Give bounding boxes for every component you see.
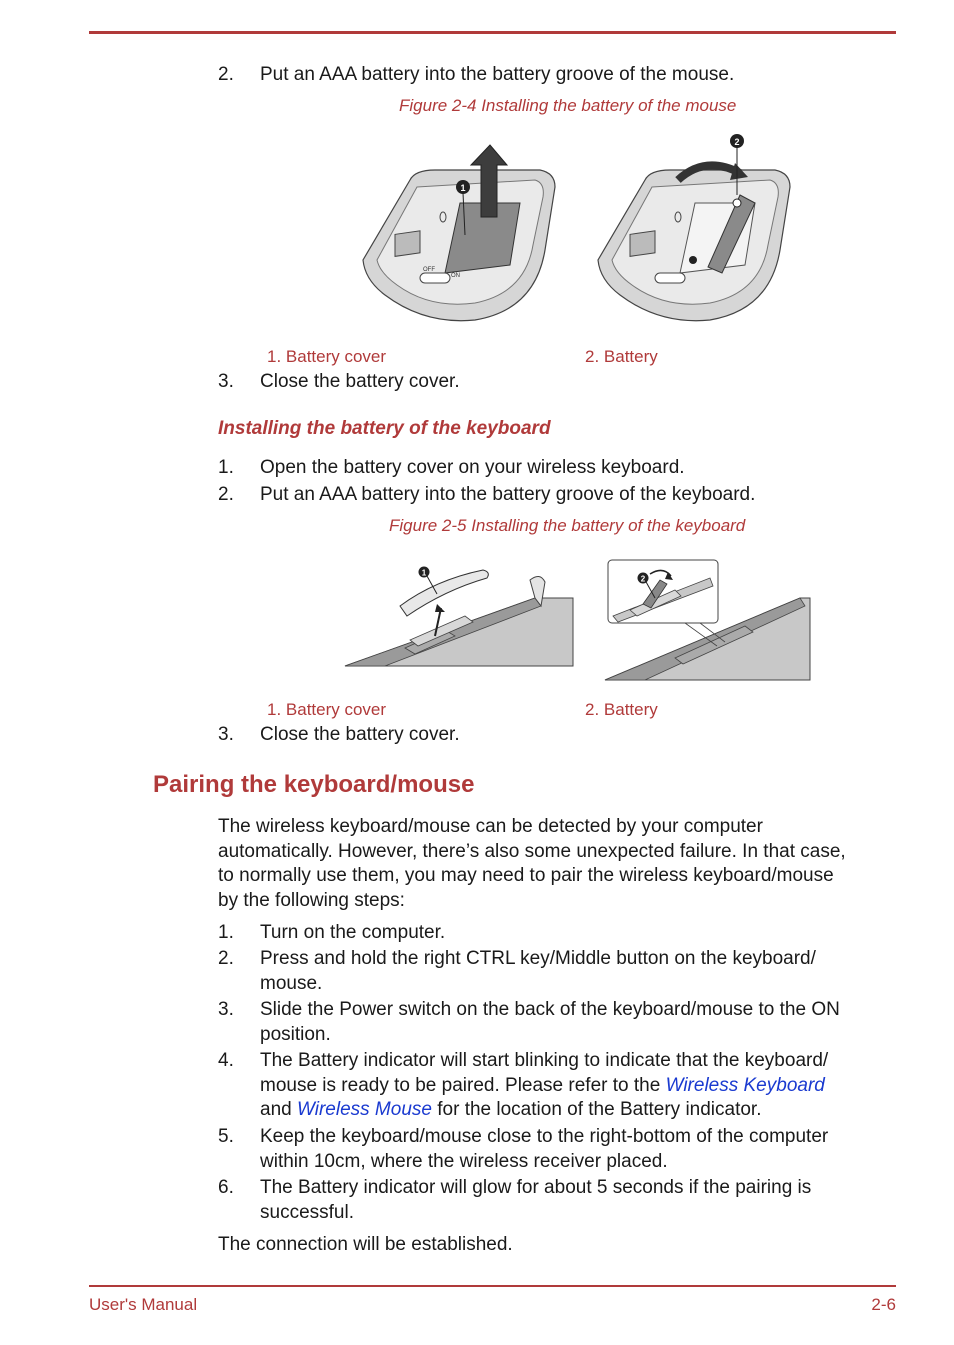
keyboard-battery-illustration xyxy=(345,558,815,683)
switch-off-label: OFF xyxy=(423,267,435,273)
intro-line: by the following steps: xyxy=(218,889,405,911)
step-line: successful. xyxy=(260,1201,354,1223)
step-line xyxy=(260,1098,900,1123)
step-text: Put an AAA battery into the battery groove of the mouse. xyxy=(260,64,735,85)
callout-1: 1 xyxy=(460,183,466,193)
intro-line: The wireless keyboard/mouse can be detected by your computer xyxy=(218,816,763,837)
footer-title: User's Manual xyxy=(89,1295,198,1314)
intro-line: to normally use them, you may need to pair the wireless keyboard/mouse xyxy=(218,865,834,886)
step-text: Put an AAA battery into the battery groove of the keyboard. xyxy=(260,484,756,505)
footer-rule xyxy=(89,1285,896,1287)
step-text xyxy=(260,921,900,946)
step-line xyxy=(260,1074,900,1099)
figure-caption-keyboard: Figure 2-5 Installing the battery of the keyboard xyxy=(389,516,746,535)
step-text xyxy=(260,998,900,1047)
step-text: Close the battery cover. xyxy=(260,724,460,745)
mouse-battery-illustration xyxy=(355,125,805,330)
step-number: 1. xyxy=(218,922,234,943)
callout-2: 2 xyxy=(640,574,646,584)
intro-paragraph xyxy=(218,815,908,913)
step-line: The Battery indicator will start blinking to indicate that the keyboard/ xyxy=(260,1050,829,1071)
switch-on-label: ON xyxy=(451,273,460,279)
step-text-fragment: and xyxy=(260,1099,297,1120)
step-number: 3. xyxy=(218,724,234,745)
figure-legend-item: 1. Battery cover xyxy=(267,347,387,366)
wireless-mouse-link[interactable]: Wireless Mouse xyxy=(296,1099,432,1120)
wireless-keyboard-link[interactable]: Wireless Keyboard xyxy=(665,1074,825,1096)
step-line: Slide the Power switch on the back of the keyboard/mouse to the ON xyxy=(260,999,840,1020)
figure-caption-mouse: Figure 2-4 Installing the battery of the mouse xyxy=(399,96,737,115)
step-text-fragment: mouse is ready to be paired. Please refer to the xyxy=(260,1074,666,1096)
step-number: 2. xyxy=(218,64,234,85)
callout-2: 2 xyxy=(734,137,740,147)
section-heading: Pairing the keyboard/mouse xyxy=(153,771,475,798)
step-text xyxy=(260,1049,900,1123)
keyboard-left-drawing xyxy=(345,567,573,667)
step-text: Close the battery cover. xyxy=(260,371,460,392)
step-number: 5. xyxy=(218,1126,234,1147)
mouse-right-drawing xyxy=(598,134,790,321)
keyboard-right-drawing xyxy=(605,560,810,680)
figure-legend-item: 2. Battery xyxy=(585,700,658,719)
step-text-fragment: for the location of the Battery indicator. xyxy=(431,1099,762,1120)
page-number: 2-6 xyxy=(871,1295,896,1314)
step-line: position. xyxy=(260,1023,331,1045)
header-rule xyxy=(89,31,896,34)
step-number: 6. xyxy=(218,1177,234,1198)
step-number: 2. xyxy=(218,484,234,505)
step-number: 1. xyxy=(218,457,234,478)
step-text xyxy=(260,1176,900,1225)
step-number: 3. xyxy=(218,371,234,392)
step-number: 3. xyxy=(218,999,234,1020)
mouse-left-drawing xyxy=(363,145,555,321)
closing-text: The connection will be established. xyxy=(218,1234,513,1255)
figure-legend-item: 2. Battery xyxy=(585,347,658,366)
step-text: Open the battery cover on your wireless keyboard. xyxy=(260,457,685,478)
step-line: The Battery indicator will glow for about 5 seconds if the pairing is xyxy=(260,1177,812,1198)
step-line: Turn on the computer. xyxy=(260,922,446,943)
intro-line: automatically. However, there’s also some unexpected failure. In that case, xyxy=(218,840,846,862)
figure-legend-item: 1. Battery cover xyxy=(267,700,387,719)
step-number: 4. xyxy=(218,1050,234,1071)
step-line: Keep the keyboard/mouse close to the right-bottom of the computer xyxy=(260,1126,829,1147)
step-line: within 10cm, where the wireless receiver placed. xyxy=(260,1150,668,1172)
subsection-heading: Installing the battery of the keyboard xyxy=(218,418,551,439)
callout-1: 1 xyxy=(421,568,427,578)
step-number: 2. xyxy=(218,948,234,969)
step-line: Press and hold the right CTRL key/Middle button on the keyboard/ xyxy=(260,948,816,969)
step-text xyxy=(260,947,900,996)
step-line: mouse. xyxy=(260,972,323,994)
step-text xyxy=(260,1125,900,1174)
